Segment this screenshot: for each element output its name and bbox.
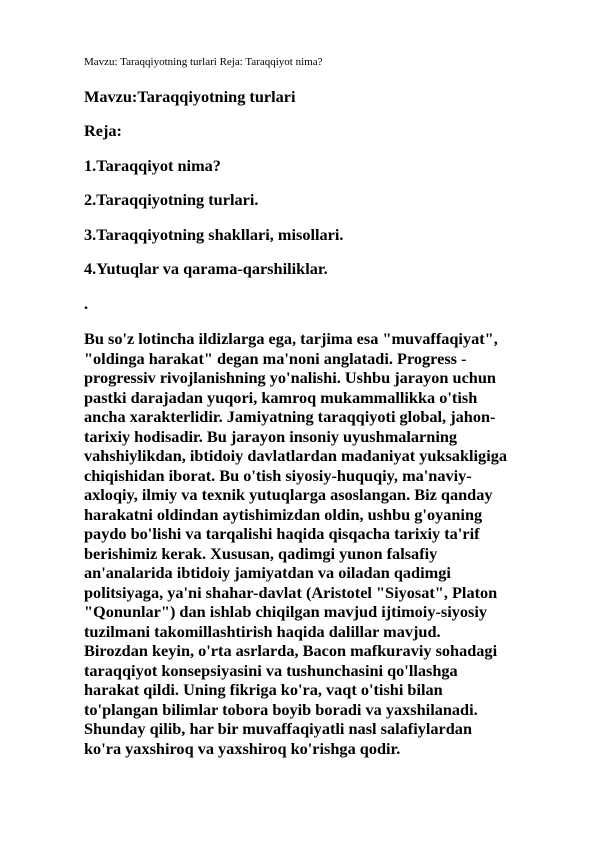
body-line: Shunday qilib, har bir muvaffaqiyatli nasl salafiylardan — [84, 719, 472, 738]
body-line: "oldinga harakat" degan ma'noni anglatadi. Progress - — [84, 348, 467, 368]
body-line: taraqqiyot konsepsiyasini va tushunchasini qo'llashga — [84, 660, 458, 680]
body-line: pastki darajadan yuqori, kamroq mukammallikka o'tish — [84, 387, 478, 407]
body-line: ancha xarakterlidir. Jamiyatning taraqqiyoti global, jahon- — [84, 407, 496, 426]
body-line: vahshiylikdan, ibtidoiy davlatlardan madaniyat yuksakligiga — [84, 446, 507, 465]
body-line: progressiv rivojlanishning yo'nalishi. Ushbu jarayon uchun — [84, 368, 496, 387]
body-line: harakat qildi. Uning fikriga ko'ra, vaqt o'tishi bilan — [84, 680, 443, 699]
page-header: Mavzu: Taraqqiyotning turlari Reja: Taraqqiyot nima? — [84, 56, 323, 68]
plan-item-4: 4.Yutuqlar va qarama-qarshiliklar. — [84, 259, 328, 278]
body-line: Birozdan keyin, o'rta asrlarda, Bacon mafkuraviy sohadagi — [84, 641, 498, 660]
body-line: "Qonunlar") dan ishlab chiqilgan mavjud ijtimoiy-siyosiy — [84, 602, 488, 621]
body-paragraph — [84, 329, 564, 758]
body-line: ko'ra yaxshiroq va yaxshiroq ko'rishga qodir. — [84, 738, 401, 758]
body-line: paydo bo'lishi va tarqalishi haqida qisqacha tarixiy ta'rif — [84, 524, 480, 543]
body-line: tarixiy hodisadir. Bu jarayon insoniy uyushmalarning — [84, 426, 458, 446]
document-title: Mavzu:Taraqqiyotning turlari — [84, 87, 296, 106]
body-line: tuzilmani takomillashtirish haqida dalillar mavjud. — [84, 621, 441, 641]
body-line: to'plangan bilimlar tobora boyib boradi va yaxshilanadi. — [84, 699, 478, 719]
plan-label: Reja: — [84, 121, 122, 140]
plan-item-2: 2.Taraqqiyotning turlari. — [84, 190, 259, 209]
body-line: politsiyaga, ya'ni shahar-davlat (Aristotel "Siyosat", Platon — [84, 582, 498, 602]
plan-item-1: 1.Taraqqiyot nima? — [84, 156, 221, 175]
separator-dot: . — [84, 294, 89, 313]
body-line: an'analarida ibtidoiy jamiyatdan va oiladan qadimgi — [84, 563, 451, 582]
body-line: axloqiy, ilmiy va texnik yutuqlarga asoslangan. Biz qanday — [84, 485, 493, 504]
body-line: chiqishidan iborat. Bu o'tish siyosiy-huquqiy, ma'naviy- — [84, 465, 472, 485]
body-line: Bu so'z lotincha ildizlarga ega, tarjima esa "muvaffaqiyat", — [84, 329, 498, 348]
body-line: berishimiz kerak. Xususan, qadimgi yunon falsafiy — [84, 543, 438, 563]
plan-item-3: 3.Taraqqiyotning shakllari, misollari. — [84, 225, 344, 244]
body-line: harakatni oldindan aytishimizdan oldin, ushbu g'oyaning — [84, 504, 483, 524]
